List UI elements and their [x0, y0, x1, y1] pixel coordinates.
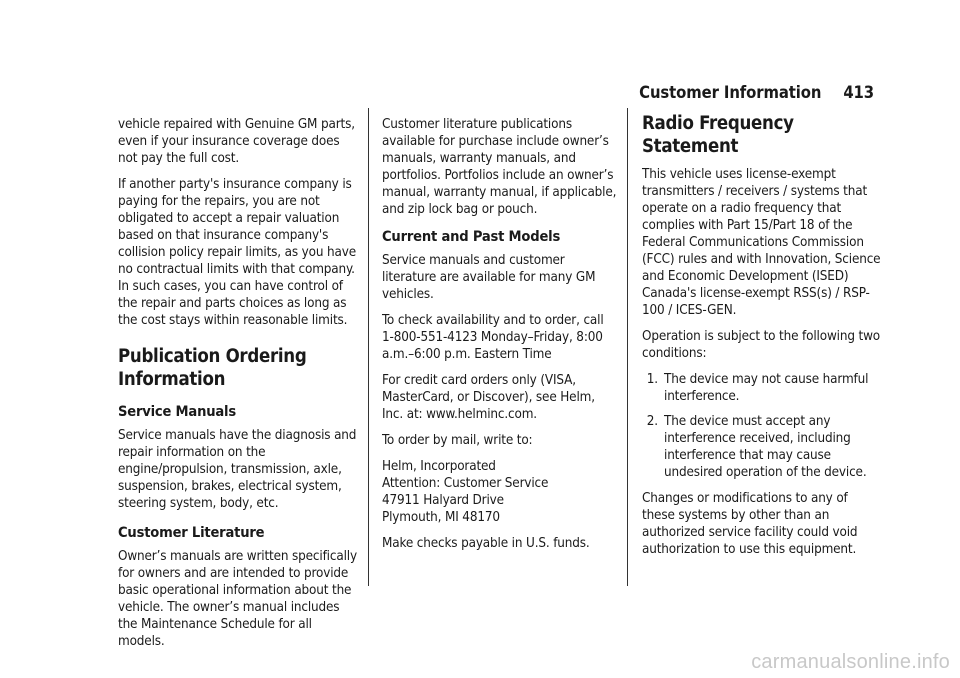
heading-publication-ordering: Publication Ordering Information [118, 346, 307, 390]
section-title: Customer Information [639, 83, 822, 102]
list-item [642, 371, 882, 405]
paragraph: For credit card orders only (VISA, MasterCard, or Discover), see Helm, Inc. at: www.helminc.com. [382, 373, 595, 422]
mailing-address: Helm, Incorporated Attention: Customer Service 47911 Halyard Drive Plymouth, MI 48170 [382, 459, 549, 525]
paragraph: Owner’s manuals are written specifically for owners and are intended to provide basic operational information about the vehicle. The owner’s manual includes the Maintenance Schedule for all models. [118, 549, 357, 649]
column-middle [382, 116, 618, 561]
paragraph: Make checks payable in U.S. funds. [382, 536, 590, 551]
heading-service-manuals: Service Manuals [118, 403, 236, 420]
paragraph: To check availability and to order, call 1-800-551-4123 Monday–Friday, 8:00 a.m.–6:00 p.m. Eastern Time [382, 313, 604, 362]
column-divider [368, 108, 369, 586]
paragraph: vehicle repaired with Genuine GM parts, even if your insurance coverage does not pay the full cost. [118, 117, 355, 166]
watermark: carmanualsonline.info [751, 651, 950, 673]
paragraph: Operation is subject to the following two conditions: [642, 329, 881, 361]
heading-customer-literature: Customer Literature [118, 524, 265, 541]
column-left [118, 116, 358, 659]
running-head [639, 83, 874, 102]
conditions-list [642, 371, 882, 481]
page-number: 413 [843, 83, 874, 102]
paragraph: Changes or modifications to any of these systems by other than an authorized service facility could void authorization to use this equipment. [642, 491, 858, 557]
paragraph: If another party's insurance company is paying for the repairs, you are not obligated to accept a repair valuation based on that insurance company's collision policy repair limits, as you have no contractual limits with that company. In such cases, you can have control of the repair and parts choices as long as the cost stays within reasonable limits. [118, 177, 356, 328]
paragraph: This vehicle uses license-exempt transmitters / receivers / systems that operate on a radio frequency that complies with Part 15/Part 18 of the Federal Communications Commission (FCC) rules and with Innovation, Science and Economic Development (ISED) Canada's license-exempt RSS(s) / RSP-100 / ICES-GEN. [642, 167, 881, 318]
paragraph: Service manuals and customer literature are available for many GM vehicles. [382, 253, 596, 302]
list-text: The device must accept any interference received, including interference that may cause undesired operation of the device. [664, 414, 867, 480]
paragraph: Customer literature publications available for purchase include owner’s manuals, warranty manuals, and portfolios. Portfolios include an owner’s manual, warranty manual, if applicable, and zip lock bag or pouch. [382, 117, 617, 217]
heading-current-past-models: Current and Past Models [382, 228, 561, 245]
paragraph: Service manuals have the diagnosis and repair information on the engine/propulsion, transmission, axle, suspension, brakes, electrical system, steering system, body, etc. [118, 428, 357, 511]
column-divider [627, 108, 628, 586]
list-text: The device may not cause harmful interference. [664, 372, 869, 404]
column-right [642, 113, 882, 567]
list-item [642, 413, 882, 481]
list-number: 1. [646, 372, 658, 387]
list-number: 2. [646, 414, 658, 429]
paragraph: To order by mail, write to: [382, 433, 533, 448]
heading-radio-frequency: Radio Frequency Statement [642, 113, 794, 157]
